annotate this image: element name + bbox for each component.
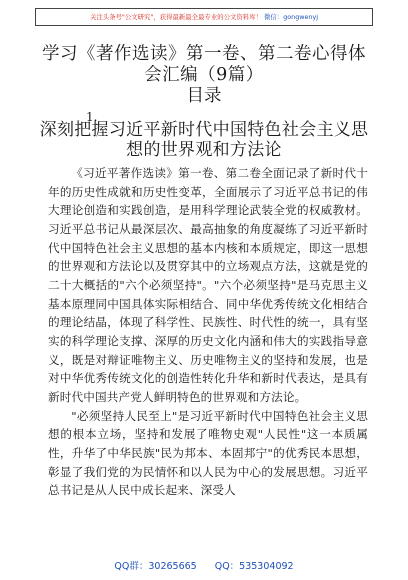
paragraph: 《习近平著作选读》第一卷、第二卷全面记录了新时代十年的历史性成就和历史性变革，全面展示了习近平总书记的伟大理论创造和实践创造，是用科学理论武装全党的权威教材。习近平总书记从最深层次、最高抽象的角度凝练了习近平新时代中国特色社会主义思想的基本内核和本质规定，即这一思想的世界观和方法论以及贯穿其中的立场观点方法，这就是党的二十大概括的"六个必须坚持"。"六个必须坚持"是马克思主义基本原理同中国具体实际相结合、同中华优秀传统文化相结合的理论结晶，体现了科学性、民族性、时代性的统一，具有坚实的科学理论支撑、深厚的历史文化内涵和伟大的实践指导意义，既是对辩证唯物主义、历史唯物主义的坚持和发展，也是对中华优秀传统文化的创造性转化升华和新时代表达，是具有新时代中国共产党人鲜明特色的世界观和方法论。 xyxy=(48,166,368,404)
page-footer xyxy=(0,558,408,572)
promo-banner xyxy=(35,8,373,26)
body-text xyxy=(48,164,368,500)
toc-heading: 目录 xyxy=(186,86,222,106)
document-title: 学习《著作选读》第一卷、第二卷心得体会汇编（9篇） xyxy=(42,44,366,85)
section-number: 1. xyxy=(86,110,98,124)
footer-qq-group: QQ群：30265665 xyxy=(114,561,197,572)
paragraph: "必须坚持人民至上"是习近平新时代中国特色社会主义思想的根本立场，坚持和发展了唯物史观"人民性"这一本质属性，升华了中华民族"民为邦本、本固邦宁"的优秀民本思想，彰显了我们党的为民情怀和以人民为中心的发展思想。习近平总书记是从人民中成长起来、深受人 xyxy=(48,408,368,498)
banner-promo-text: 关注头条号"公文研究"，获得最新最全最专业的公文资料库！ xyxy=(89,13,262,21)
section-title: 深刻把握习近平新时代中国特色社会主义思想的世界观和方法论 xyxy=(39,120,369,160)
footer-qq: QQ：535304092 xyxy=(214,561,294,572)
banner-wechat-text: 微信：gongwenyj xyxy=(264,13,319,21)
